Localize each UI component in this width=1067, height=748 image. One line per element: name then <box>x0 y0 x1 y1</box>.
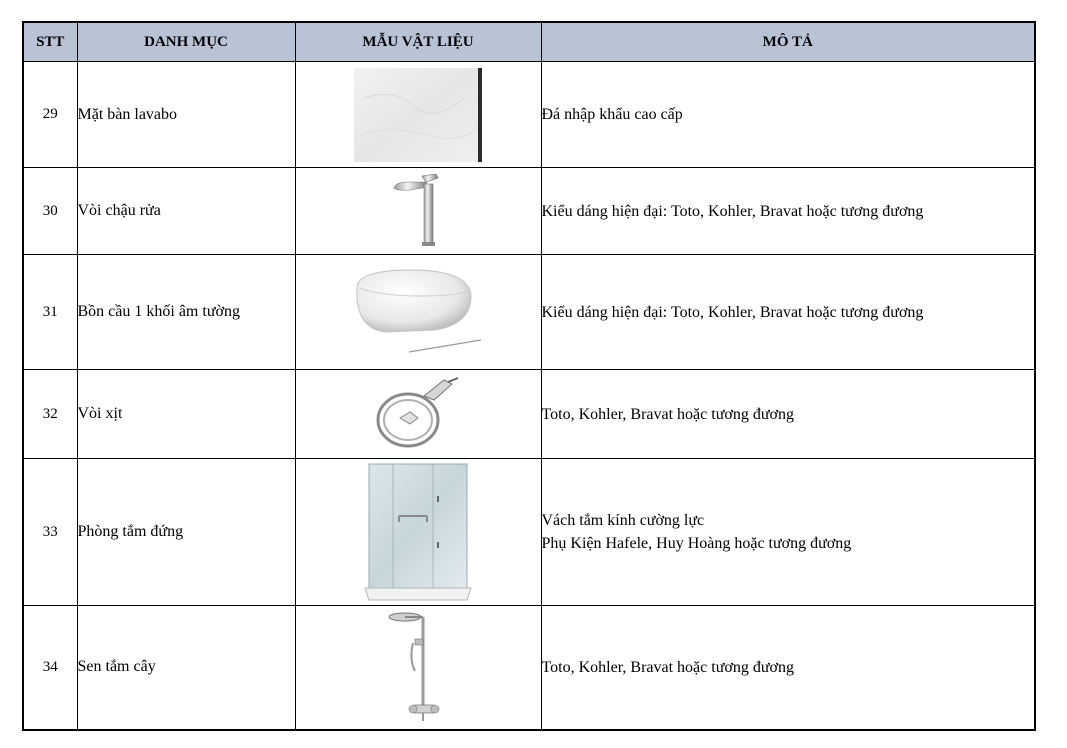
row-category: Phòng tắm đứng <box>77 459 295 606</box>
table-row <box>23 255 1035 370</box>
description-line: Toto, Kohler, Bravat hoặc tương đương <box>541 658 794 676</box>
table-row <box>23 168 1035 255</box>
row-description <box>541 606 1035 730</box>
row-category: Vòi xịt <box>77 370 295 459</box>
table-row <box>23 62 1035 168</box>
shower-column-icon <box>383 609 453 725</box>
description-line: Kiểu dáng hiện đại: Toto, Kohler, Bravat hoặc tương đương <box>541 303 924 321</box>
row-description <box>541 370 1035 459</box>
row-category: Mặt bàn lavabo <box>77 62 295 168</box>
row-stt: 30 <box>23 168 77 255</box>
row-stt: 33 <box>23 459 77 606</box>
header-category: DANH MỤC <box>77 22 295 62</box>
header-sample: MẪU VẬT LIỆU <box>295 22 541 62</box>
row-description <box>541 62 1035 168</box>
marble-slab-image <box>295 62 541 168</box>
row-stt: 32 <box>23 370 77 459</box>
row-stt: 31 <box>23 255 77 370</box>
description-line: Đá nhập khẩu cao cấp <box>541 106 683 123</box>
description-line: Kiểu dáng hiện đại: Toto, Kohler, Bravat hoặc tương đương <box>541 202 924 220</box>
faucet-icon <box>388 174 448 248</box>
header-description: MÔ TẢ <box>541 22 1035 62</box>
toilet-icon <box>351 266 485 358</box>
marble-slab-icon <box>354 68 482 162</box>
bidet-sprayer-image <box>295 370 541 459</box>
materials-table <box>22 21 1036 731</box>
wall-hung-toilet-image <box>295 255 541 370</box>
header-stt: STT <box>23 22 77 62</box>
shower-enclosure-image <box>295 459 541 606</box>
row-category: Bồn cầu 1 khối âm tường <box>77 255 295 370</box>
row-description <box>541 168 1035 255</box>
sprayer-icon <box>374 374 462 454</box>
basin-faucet-image <box>295 168 541 255</box>
table-row <box>23 606 1035 730</box>
row-category: Vòi chậu rửa <box>77 168 295 255</box>
row-stt: 34 <box>23 606 77 730</box>
table-header-row <box>23 22 1035 62</box>
shower-enclosure-icon <box>363 462 473 602</box>
description-line: Vách tắm kính cường lực <box>541 512 705 529</box>
table-row <box>23 370 1035 459</box>
shower-column-image <box>295 606 541 730</box>
row-stt: 29 <box>23 62 77 168</box>
row-description <box>541 255 1035 370</box>
row-category: Sen tắm cây <box>77 606 295 730</box>
description-line: Toto, Kohler, Bravat hoặc tương đương <box>541 405 794 423</box>
description-line: Phụ Kiện Hafele, Huy Hoàng hoặc tương đương <box>541 535 852 552</box>
row-description <box>541 459 1035 606</box>
table-row <box>23 459 1035 606</box>
